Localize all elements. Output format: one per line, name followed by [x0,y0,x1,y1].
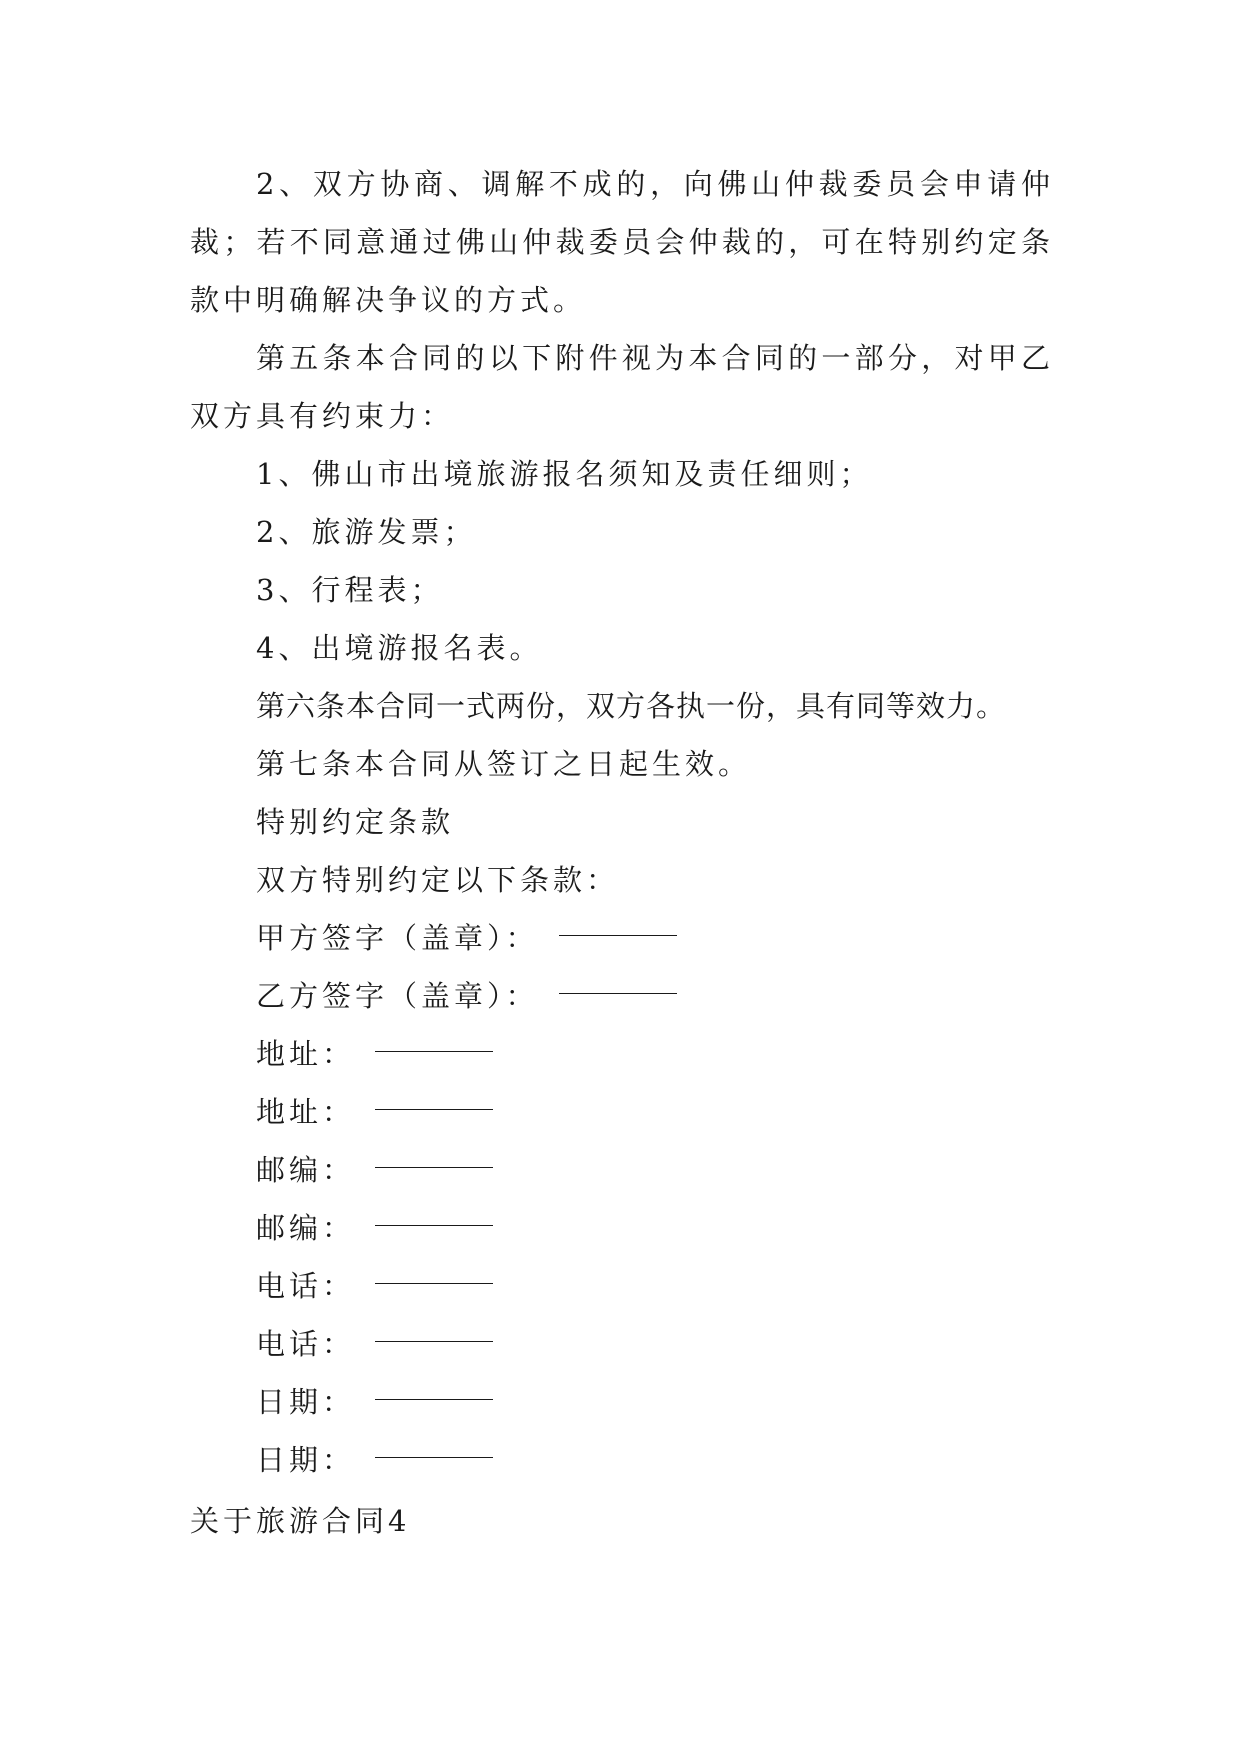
party-a-date-field [190,1373,1050,1431]
attachment-item-3: 3、行程表； [256,573,444,607]
party-a-address-field [190,1025,1050,1083]
party-b-phone-blank [375,1340,493,1342]
special-terms-intro: 双方特别约定以下条款： [256,863,620,897]
party-b-address-field [190,1083,1050,1141]
party-b-signature-blank [559,992,677,994]
party-a-phone-blank [375,1282,493,1284]
party-a-address-blank [375,1050,493,1052]
party-b-phone-field [190,1315,1050,1373]
dispute-paragraph-line-3: 款中明确解决争议的方式。 [190,283,587,317]
special-terms-title: 特别约定条款 [256,805,455,839]
party-a-address-label: 地址： [256,1037,356,1071]
party-a-phone-label: 电话： [256,1269,356,1303]
party-a-postcode-blank [375,1166,493,1168]
party-b-date-blank [375,1456,493,1458]
party-b-postcode-blank [375,1224,493,1226]
party-b-date-label: 日期： [256,1443,356,1477]
party-b-postcode-label: 邮编： [256,1211,356,1245]
party-b-signature-label: 乙方签字（盖章）： [256,979,539,1013]
party-a-phone-field [190,1257,1050,1315]
dispute-paragraph-line-2: 裁；若不同意通过佛山仲裁委员会仲裁的，可在特别约定条 [190,225,1050,259]
article-5-line-1: 第五条本合同的以下附件视为本合同的一部分，对甲乙 [256,341,1050,375]
party-a-postcode-label: 邮编： [256,1153,356,1187]
party-b-address-blank [375,1108,493,1110]
article-6: 第六条本合同一式两份，双方各执一份，具有同等效力。 [256,689,1007,723]
document-page [190,155,1050,1550]
article-7: 第七条本合同从签订之日起生效。 [256,747,752,781]
party-a-postcode-field [190,1141,1050,1199]
party-a-signature-blank [559,934,677,936]
party-a-date-label: 日期： [256,1385,356,1419]
party-a-signature-label: 甲方签字（盖章）： [256,921,539,955]
party-b-postcode-field [190,1199,1050,1257]
party-b-signature-field [190,967,1050,1025]
party-a-date-blank [375,1398,493,1400]
next-section-title: 关于旅游合同4 [190,1504,411,1538]
party-b-date-field [190,1431,1050,1489]
attachment-item-4: 4、出境游报名表。 [256,631,543,665]
party-a-signature-field [190,909,1050,967]
article-5-line-2: 双方具有约束力： [190,399,455,433]
attachment-item-1: 1、佛山市出境旅游报名须知及责任细则； [256,457,873,491]
attachment-item-2: 2、旅游发票； [256,515,477,549]
party-b-phone-label: 电话： [256,1327,356,1361]
party-b-address-label: 地址： [256,1095,356,1129]
dispute-paragraph-line-1: 2、双方协商、调解不成的，向佛山仲裁委员会申请仲 [256,167,1050,201]
